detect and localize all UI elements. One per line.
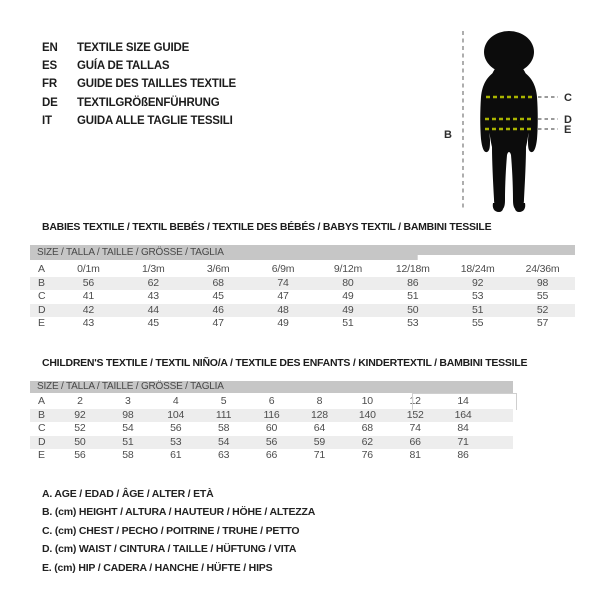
- table-cell: 41: [82, 290, 95, 302]
- table-cell: 2: [77, 395, 83, 407]
- language-code: DE: [42, 96, 58, 109]
- height-label: B: [444, 129, 452, 141]
- table-cell: 4: [172, 395, 179, 407]
- table-cell: 71: [313, 449, 326, 461]
- chest-label: C: [564, 92, 572, 104]
- table-cell: 140: [358, 408, 376, 421]
- table-cell: 98: [536, 276, 549, 289]
- row-label: D: [38, 303, 46, 316]
- table-cell: 74: [409, 422, 421, 434]
- table-row: [30, 304, 575, 318]
- table-cell: 12/18m: [395, 263, 430, 275]
- table-cell: 6/9m: [271, 263, 295, 275]
- language-row: [42, 57, 236, 75]
- table-cell: 60: [265, 422, 278, 434]
- legend-line: C. (cm) CHEST / PECHO / POITRINE / TRUHE / PETTO: [42, 524, 300, 537]
- measurement-legend: [42, 485, 315, 577]
- table-cell: 92: [472, 276, 484, 289]
- table-cell: 44: [147, 303, 159, 316]
- table-cell: 14: [457, 395, 469, 407]
- table-cell: 0/1m: [77, 263, 100, 275]
- table-cell: 53: [407, 317, 419, 329]
- table-cell: 58: [122, 449, 134, 461]
- child-silhouette-icon: [430, 5, 600, 220]
- language-row: [42, 75, 236, 93]
- language-guide-title: GUIDA ALLE TAGLIE TESSILI: [77, 114, 233, 127]
- header-bar-notch: [417, 255, 575, 260]
- table-cell: 48: [277, 303, 289, 316]
- table-cell: 104: [167, 408, 185, 421]
- table-row: [30, 290, 575, 304]
- table-cell: 51: [472, 303, 484, 316]
- waist-label: D: [564, 114, 572, 126]
- table-cell: 3/6m: [206, 263, 230, 275]
- table-cell: 43: [82, 317, 95, 329]
- table-row: [30, 317, 575, 331]
- language-guide-title: TEXTILE SIZE GUIDE: [77, 42, 190, 55]
- row-label: E: [38, 449, 45, 461]
- table-cell: 3: [125, 395, 131, 407]
- table-cell: 164: [454, 408, 472, 421]
- row-label: A: [38, 263, 45, 275]
- row-label: A: [38, 395, 45, 407]
- table-cell: 51: [342, 317, 354, 329]
- table-cell: 56: [82, 276, 95, 289]
- table-cell: 62: [147, 276, 159, 289]
- babies-size-table: [30, 245, 575, 331]
- table-cell: 58: [217, 422, 230, 434]
- table-cell: 51: [122, 435, 134, 448]
- table-cell: 116: [263, 408, 280, 421]
- table-cell: 51: [407, 290, 419, 302]
- language-code: IT: [42, 114, 52, 127]
- language-row: [42, 112, 236, 130]
- table-cell: 81: [409, 449, 421, 461]
- row-label: C: [38, 422, 46, 434]
- table-cell: 86: [407, 276, 419, 289]
- child-body-shape: [480, 31, 538, 212]
- table-cell: 63: [217, 449, 230, 461]
- table-cell: 86: [457, 449, 469, 461]
- table-cell: 61: [170, 449, 182, 461]
- table-row: [30, 263, 575, 277]
- table-cell: 43: [147, 290, 159, 302]
- table-cell: 128: [310, 408, 328, 421]
- legend-line: A. AGE / EDAD / ÂGE / ALTER / ETÀ: [42, 488, 214, 500]
- size-highlight-box: [412, 393, 517, 410]
- table-cell: 66: [409, 435, 421, 448]
- table-cell: 52: [74, 422, 86, 434]
- babies-size-header-bar: [30, 245, 575, 260]
- row-label: B: [38, 276, 45, 289]
- table-cell: 84: [457, 422, 469, 434]
- table-row: [30, 449, 513, 463]
- children-size-header-label: SIZE / TALLA / TAILLE / GRÖSSE / TAGLIA: [37, 381, 224, 392]
- table-cell: 64: [313, 422, 326, 434]
- table-cell: 55: [536, 290, 549, 302]
- table-cell: 111: [215, 408, 232, 421]
- hip-label: E: [564, 124, 572, 136]
- table-cell: 62: [361, 435, 373, 448]
- children-size-header-bar: [30, 381, 513, 393]
- children-section-title: CHILDREN'S TEXTILE / TEXTIL NIÑO/A / TEXTILE DES ENFANTS / KINDERTEXTIL / BAMBINI TESSILE: [42, 357, 528, 369]
- row-label: B: [38, 408, 45, 421]
- table-cell: 49: [277, 317, 289, 329]
- table-cell: 46: [212, 303, 224, 316]
- table-cell: 45: [212, 290, 224, 302]
- table-row: [30, 422, 513, 436]
- table-row: [30, 409, 513, 423]
- table-cell: 12: [409, 395, 421, 407]
- table-cell: 71: [457, 435, 469, 448]
- table-cell: 66: [265, 449, 278, 461]
- table-cell: 8: [316, 395, 323, 407]
- table-cell: 68: [212, 276, 224, 289]
- language-code: EN: [42, 42, 58, 55]
- table-row: [30, 436, 513, 450]
- table-cell: 49: [342, 303, 354, 316]
- language-row: [42, 94, 236, 112]
- table-cell: 49: [342, 290, 354, 302]
- table-cell: 54: [217, 435, 230, 448]
- table-cell: 76: [361, 449, 373, 461]
- legend-line: D. (cm) WAIST / CINTURA / TAILLE / HÜFTUNG / VITA: [42, 543, 297, 556]
- table-cell: 53: [472, 290, 484, 302]
- language-row: [42, 39, 236, 57]
- table-cell: 98: [122, 408, 134, 421]
- table-cell: 59: [313, 435, 326, 448]
- babies-section-title: BABIES TEXTILE / TEXTIL BEBÉS / TEXTILE DES BÉBÉS / BABYS TEXTIL / BAMBINI TESSILE: [42, 221, 492, 233]
- table-cell: 56: [265, 435, 278, 448]
- language-guide-title: GUIDE DES TAILLES TEXTILE: [77, 78, 236, 91]
- table-cell: 47: [277, 290, 289, 302]
- table-cell: 6: [268, 395, 275, 407]
- legend-line: E. (cm) HIP / CADERA / HANCHE / HÜFTE / HIPS: [42, 561, 273, 574]
- table-cell: 50: [74, 435, 86, 448]
- table-cell: 57: [536, 317, 549, 329]
- table-cell: 5: [220, 395, 227, 407]
- size-figure-diagram: [430, 5, 600, 220]
- table-cell: 56: [74, 449, 86, 461]
- table-cell: 50: [407, 303, 419, 316]
- table-cell: 18/24m: [460, 263, 495, 275]
- table-cell: 47: [212, 317, 224, 329]
- language-guide-title: TEXTILGRÖßENFÜHRUNG: [77, 96, 220, 109]
- table-cell: 68: [361, 422, 373, 434]
- language-title-list: [42, 39, 236, 130]
- language-guide-title: GUÍA DE TALLAS: [77, 60, 170, 73]
- babies-size-header-label: SIZE / TALLA / TAILLE / GRÖSSE / TAGLIA: [37, 247, 224, 258]
- table-cell: 52: [536, 303, 549, 316]
- table-cell: 9/12m: [333, 263, 363, 275]
- row-label: E: [38, 317, 45, 329]
- table-cell: 56: [170, 422, 182, 434]
- table-cell: 24/36m: [525, 263, 560, 275]
- table-cell: 92: [74, 408, 86, 421]
- table-cell: 42: [82, 303, 95, 316]
- table-cell: 54: [122, 422, 134, 434]
- children-size-table: [30, 381, 513, 463]
- language-code: ES: [42, 60, 57, 73]
- row-label: D: [38, 435, 46, 448]
- table-cell: 45: [147, 317, 159, 329]
- row-label: C: [38, 290, 46, 302]
- table-cell: 53: [170, 435, 182, 448]
- table-cell: 74: [277, 276, 289, 289]
- table-cell: 152: [406, 408, 424, 421]
- table-cell: 10: [361, 395, 373, 407]
- table-cell: 80: [342, 276, 354, 289]
- table-row: [30, 277, 575, 291]
- table-cell: 55: [472, 317, 484, 329]
- language-code: FR: [42, 78, 57, 91]
- table-cell: 1/3m: [142, 263, 165, 275]
- legend-line: B. (cm) HEIGHT / ALTURA / HAUTEUR / HÖHE / ALTEZZA: [42, 506, 316, 519]
